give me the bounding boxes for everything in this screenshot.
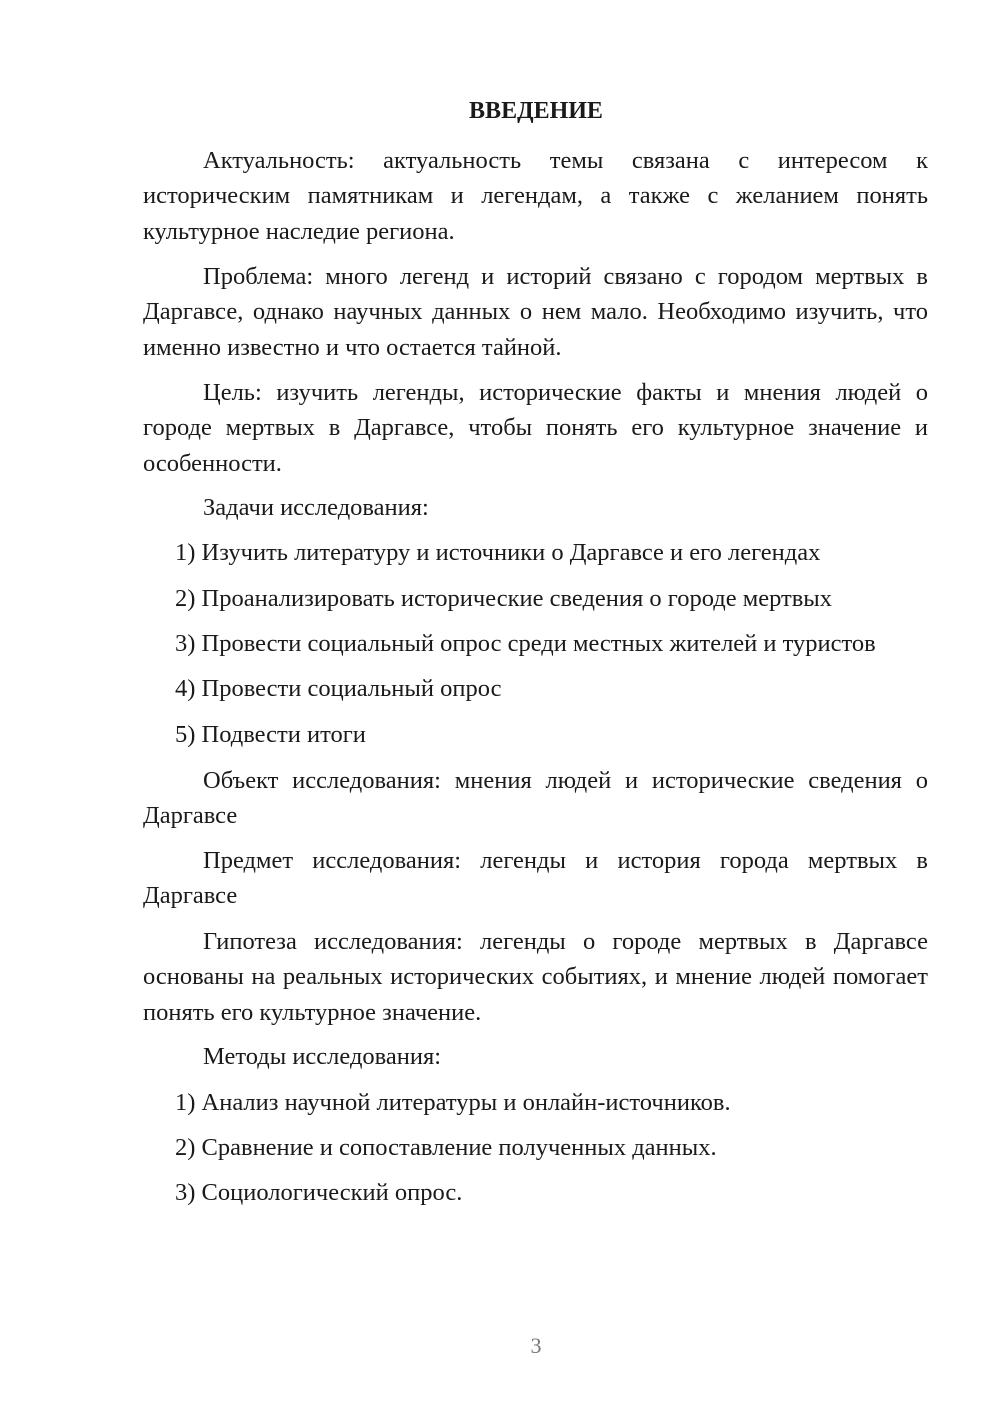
hypothesis-paragraph: Гипотеза исследования: легенды о городе мертвых в Даргавсе основаны на реальных исторических событиях, и мнение людей помогает понять его культурное значение. [143, 928, 928, 1026]
task-item: 4) Провести социальный опрос [175, 675, 502, 702]
methods-label: Методы исследования: [203, 1043, 442, 1070]
method-item: 2) Сравнение и сопоставление полученных данных. [175, 1134, 717, 1161]
method-item: 1) Анализ научной литературы и онлайн-источников. [175, 1089, 731, 1116]
page-heading: ВВЕДЕНИЕ [469, 98, 603, 124]
page-number: 3 [530, 1333, 542, 1358]
task-item: 3) Провести социальный опрос среди местных жителей и туристов [175, 630, 876, 657]
method-item: 3) Социологический опрос. [175, 1179, 463, 1206]
relevance-paragraph: Актуальность: актуальность темы связана с интересом к историческим памятникам и легендам, а также с желанием понять культурное наследие региона. [143, 147, 928, 245]
goal-paragraph: Цель: изучить легенды, исторические факты и мнения людей о городе мертвых в Даргавсе, чтобы понять его культурное значение и особенности. [143, 379, 928, 477]
task-item: 5) Подвести итоги [175, 721, 366, 748]
tasks-label: Задачи исследования: [203, 494, 429, 521]
task-item: 2) Проанализировать исторические сведения о городе мертвых [175, 585, 833, 612]
subject-paragraph: Предмет исследования: легенды и история города мертвых в Даргавсе [143, 847, 928, 910]
task-item: 1) Изучить литературу и источники о Даргавсе и его легендах [175, 539, 821, 566]
object-paragraph: Объект исследования: мнения людей и исторические сведения о Даргавсе [143, 767, 928, 830]
problem-paragraph: Проблема: много легенд и историй связано с городом мертвых в Даргавсе, однако научных данных о нем мало. Необходимо изучить, что именно известно и что остается тайной. [143, 263, 928, 361]
